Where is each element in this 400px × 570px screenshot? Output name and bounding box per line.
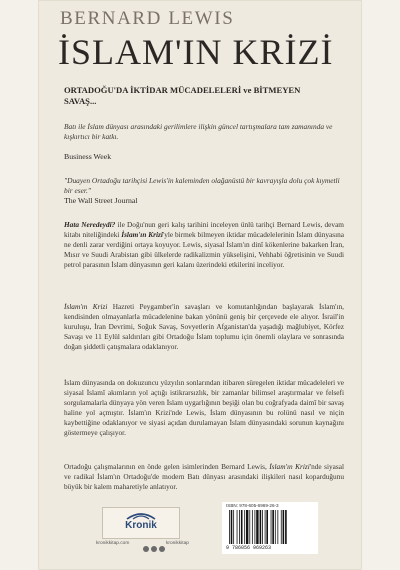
para3-text: İslam dünyasında on dokuzuncu yüzyılın sonlarından itibaren süregelen iktidar mücadeleleri ve siyasal İslamî akımların yol açtığı istikrarsızlık, bir zamanlar bilimsel araştırmalar ve felsefi sorgulamalarla dünyaya yön veren İslam uygarlığının beşiği olan bu coğrafyada daimî bir savaş haline yol açmıştır. İslam'ın Krizi'nde Lewis, İslam dünyasının bu rolünü nasıl ve niçin kaybettiğine odaklanıyor ve siyasi açıdan durulamayan İslam dünyasındaki sorunun kaynağını göstermeye çalışıyor. [64,378,344,437]
barcode-icon [228,510,314,544]
description-paragraph-1 [64,220,344,270]
instagram-icon [159,546,165,552]
book-title: İSLAM'IN KRİZİ [58,32,334,72]
book-subtitle: ORTADOĞU'DA İKTİDAR MÜCADELELERİ ve BİTMEYEN SAVAŞ... [64,85,301,106]
description-paragraph-3 [64,378,344,438]
para2-book-title: İslam'ın Krizi [64,302,108,311]
para1-book-title: İslam'ın Krizi [121,230,163,239]
twitter-icon [151,546,157,552]
facebook-icon [143,546,149,552]
para4-book-title: İslam'ın Krizi [269,462,310,471]
review-quote-1: Batı ile İslam dünyası arasındaki gerilimlere ilişkin güncel tartışmalara tam zamanında ve kışkırtıcı bir katkı. [64,122,333,141]
para2-text: Hazreti Peygamber'in savaşları ve komutanlığından başlayarak İslam'ın, kendisinden olmayanlarla mücadelenine bakan yönünü geniş bir çerçevede ele alıyor. İsrail'in kuruluşu, İran Devrimi, Soğuk Savaş, Sovyetlerin Afganistan'da yaşadığı mağlubiyet, Körfez Savaşı ve 11 Eylül saldırıları gibi Ortadoğu İslam toplumu için önemli olaylara ve sonrasında doğan şiddetli çatışmalara odaklanıyor. [64,302,344,351]
para1-text-a: ile Doğu'nun geri kalış tarihini inceleyen ünlü tarihçi Bernard Lewis, devam kitabı niteliğindeki [64,220,344,239]
review-quote-2: "Duayen Ortadoğu tarihçisi Lewis'in kaleminden olağanüstü bir kavrayışla dolu çok kıymetli bir eser." [64,176,340,195]
isbn-text: ISBN: 978-605-6969-26-3 [226,503,279,508]
description-paragraph-2 [64,302,344,352]
barcode-area [222,502,318,554]
para4-text-b: 'nde siyasal ve radikal İslam'ın Ortadoğu'de modern Batı dünyası arasındaki ilişkileri nasıl koparduğunu büyük bir kalem maharetiyle anlatıyor. [64,462,344,491]
barcode-number: 9 786056 969263 [226,545,272,551]
publisher-logo [102,507,180,539]
publisher-handle: kronikkitap [166,541,189,546]
review-source-2: The Wall Street Journal [64,196,138,205]
author-name: BERNARD LEWIS [60,8,235,29]
review-source-1: Business Week [64,152,112,161]
para4-text-a: Ortadoğu çalışmalarının en önde gelen isimlerinden Bernard Lewis, [64,462,270,471]
publisher-name: Kronik [125,520,157,531]
cover-footer [38,500,362,560]
description-paragraph-4 [64,462,344,492]
para1-text-b: 'yle birmek bilmeyen iktidar mücadelelerinin İslam dünyasına ne denli zarar verdiğini ortaya koyuyor. Lewis, siyasal İslam'ın dinî kökenlerine bakarken İran, Mısır ve Suudi Arabistan gibi ülkelerde radikalizmin yükselişini, Vehhabi öğretisinin ve Suudi petrol parasının İslam dünyasının geri kalanı üzerindeki etkilerini inceliyor. [64,230,344,269]
publisher-website: kronikkitap.com [96,541,130,546]
para1-lead: Hata Neredeydi? [64,220,116,229]
